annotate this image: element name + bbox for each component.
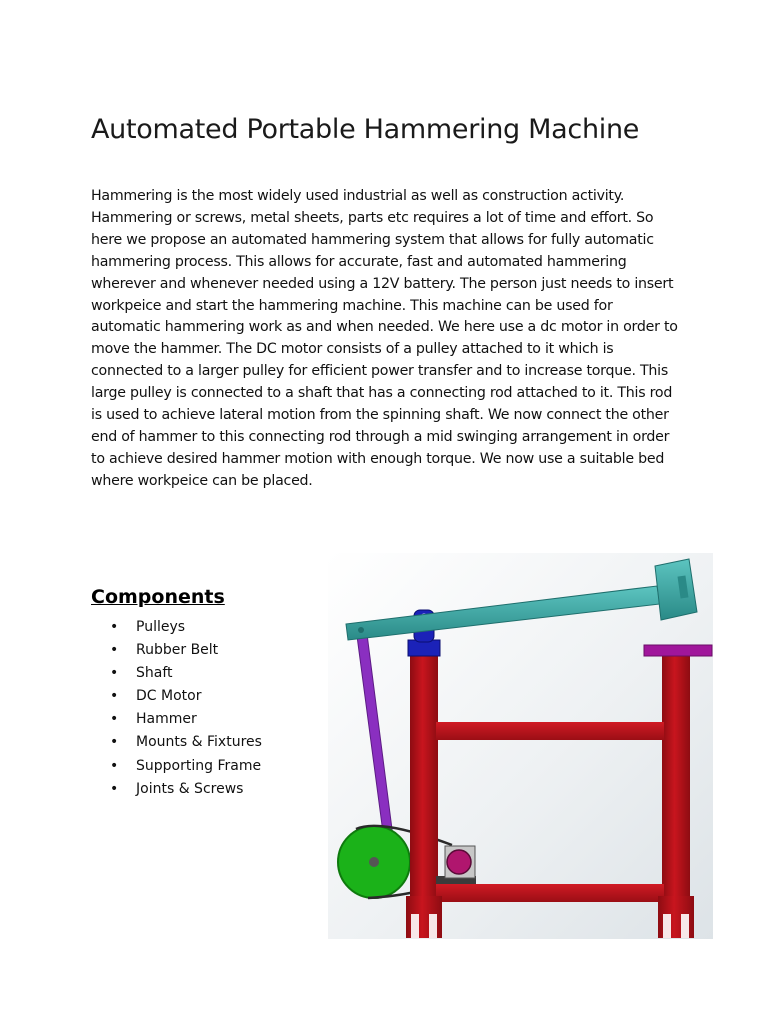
components-list [108, 617, 262, 802]
bullet-icon: • [110, 780, 119, 797]
bullet-icon: • [110, 619, 119, 635]
bullet-icon: • [110, 711, 119, 728]
frame-upper-beam [436, 722, 664, 740]
hammer-head [655, 559, 697, 620]
list-item [108, 709, 262, 732]
frame-lower-beam [436, 884, 664, 902]
component-label: Hammer [136, 711, 197, 728]
bullet-icon: • [110, 665, 119, 682]
bullet-icon: • [110, 734, 119, 751]
motor-pulley [447, 850, 471, 874]
component-label: Joints & Screws [136, 780, 244, 797]
bullet-icon: • [110, 688, 119, 705]
component-label: Rubber Belt [136, 642, 219, 659]
list-item [108, 617, 262, 640]
list-item [108, 779, 262, 802]
list-item [108, 756, 262, 779]
component-label: Supporting Frame [136, 757, 262, 774]
list-item [108, 640, 262, 663]
dc-motor [445, 846, 475, 878]
page-title: Automated Portable Hammering Machine [91, 114, 640, 145]
bullet-icon: • [110, 757, 119, 774]
components-heading: Components [91, 586, 225, 608]
list-item [108, 732, 262, 755]
component-label: Shaft [136, 665, 173, 682]
frame-left-post [410, 656, 438, 896]
component-label: DC Motor [136, 688, 202, 705]
hammering-machine-render [328, 553, 713, 939]
list-item [108, 663, 262, 686]
component-label: Mounts & Fixtures [136, 734, 262, 751]
frame-right-post [662, 656, 690, 896]
intro-paragraph: Hammering is the most widely used industrial as well as construction activity. Hammering or screws, metal sheets, parts etc requires a lot of time and effort. So here we propose an automated hammering system that allows for fully automatic hammering process. This allows for accurate, fast and automated hammering wherever and whenever needed using a 12V battery. The person just needs to insert workpeice and start the hammering machine. This machine can be used for automatic hammering work as and when needed. We here use a dc motor in order to move the hammer. The DC motor consists of a pulley attached to it which is connected to a larger pulley for efficient power transfer and to increase torque. This large pulley is connected to a shaft that has a connecting rod attached to it. This rod is used to achieve lateral motion from the spinning shaft. We now connect the other end of hammer to this connecting rod through a mid swinging arrangement in order to achieve desired hammer motion with enough torque. We now use a suitable bed where workpeice can be placed. [91, 188, 678, 489]
bullet-icon: • [110, 642, 119, 659]
list-item [108, 686, 262, 709]
large-pulley [338, 826, 410, 898]
component-label: Pulleys [136, 619, 186, 635]
workpiece-bed [644, 645, 712, 656]
